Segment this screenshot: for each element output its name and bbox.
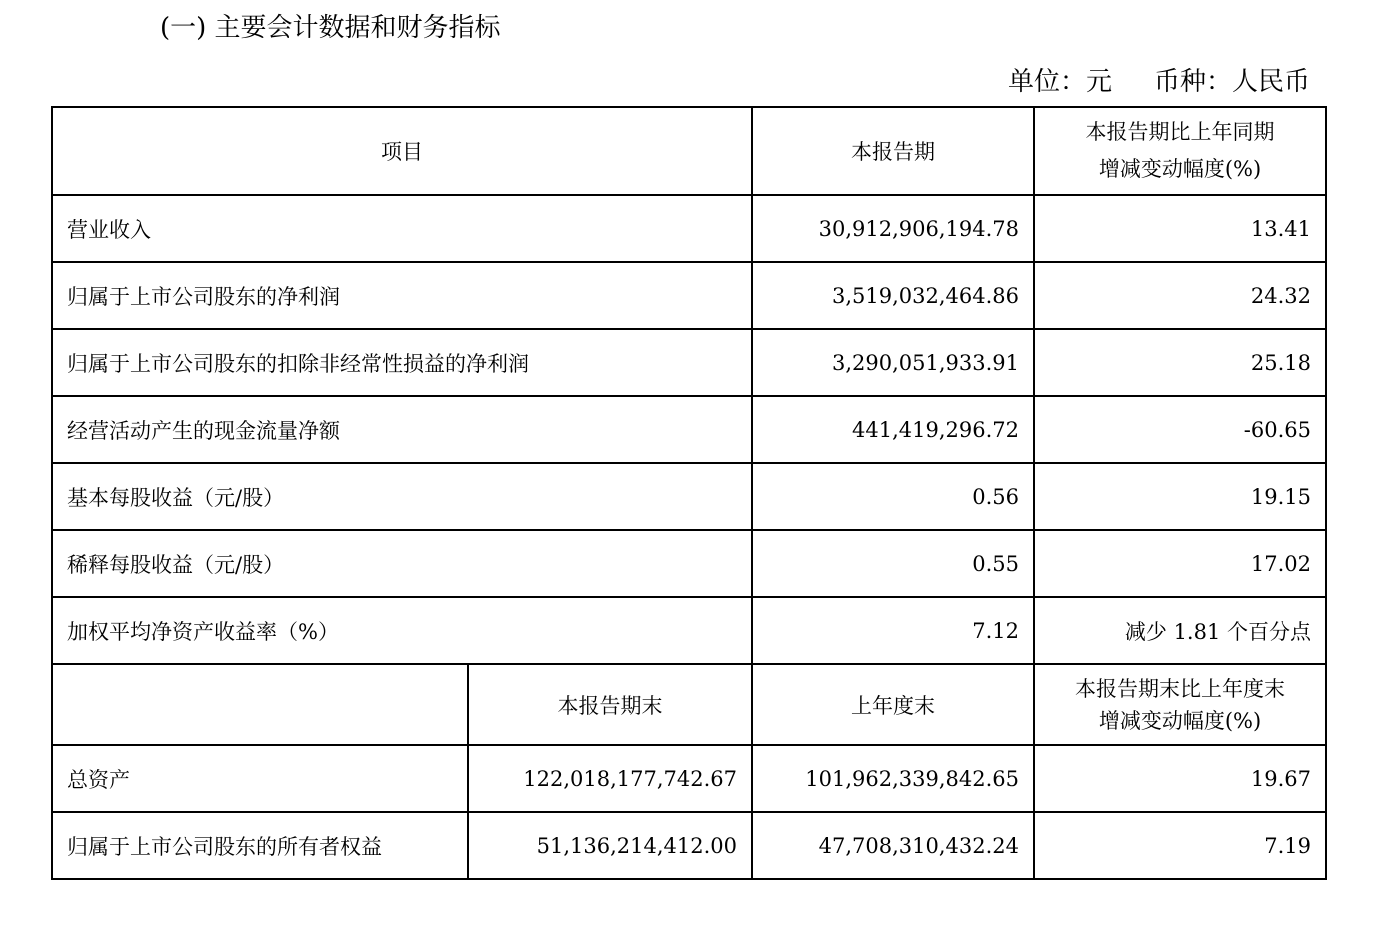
table-row (52, 597, 1326, 664)
section-title: (一) 主要会计数据和财务指标 (160, 13, 501, 43)
row-prior-end: 101,962,339,842.65 (752, 745, 1034, 812)
header-current-period: 本报告期 (752, 107, 1034, 195)
row-change: 19.15 (1034, 463, 1326, 530)
header-item: 项目 (52, 107, 752, 195)
row-current: 30,912,906,194.78 (752, 195, 1034, 262)
table-row (52, 463, 1326, 530)
row-current: 0.56 (752, 463, 1034, 530)
row-current: 3,519,032,464.86 (752, 262, 1034, 329)
row-item: 营业收入 (52, 195, 752, 262)
subheader-change-line1: 本报告期末比上年度末 (1075, 676, 1285, 701)
table-row (52, 396, 1326, 463)
row-current: 3,290,051,933.91 (752, 329, 1034, 396)
row-item: 归属于上市公司股东的扣除非经常性损益的净利润 (52, 329, 752, 396)
financial-indicators-table (51, 106, 1327, 880)
subheader-change (1034, 664, 1326, 745)
row-change: 7.19 (1034, 812, 1326, 879)
header-yoy-change-line1: 本报告期比上年同期 (1085, 120, 1275, 144)
row-item: 总资产 (52, 745, 468, 812)
row-item: 加权平均净资产收益率（%） (52, 597, 752, 664)
row-change: 13.41 (1034, 195, 1326, 262)
row-change: 25.18 (1034, 329, 1326, 396)
table-row (52, 329, 1326, 396)
table-subheader-row (52, 664, 1326, 745)
row-item: 稀释每股收益（元/股） (52, 530, 752, 597)
header-yoy-change-line2: 增减变动幅度(%) (1098, 157, 1262, 181)
subheader-prior-end: 上年度末 (752, 664, 1034, 745)
row-change: 17.02 (1034, 530, 1326, 597)
row-item: 归属于上市公司股东的净利润 (52, 262, 752, 329)
currency-label: 币种：人民币 (1153, 67, 1310, 97)
row-change: 19.67 (1034, 745, 1326, 812)
table-row (52, 745, 1326, 812)
subheader-change-line2: 增减变动幅度(%) (1098, 708, 1262, 733)
row-change: -60.65 (1034, 396, 1326, 463)
table-row (52, 195, 1326, 262)
subheader-current-end: 本报告期末 (468, 664, 752, 745)
table-header-row (52, 107, 1326, 195)
unit-line (1008, 62, 1310, 102)
row-current-end: 51,136,214,412.00 (468, 812, 752, 879)
row-current: 7.12 (752, 597, 1034, 664)
row-change: 24.32 (1034, 262, 1326, 329)
row-change: 减少 1.81 个百分点 (1034, 597, 1326, 664)
row-item: 经营活动产生的现金流量净额 (52, 396, 752, 463)
subheader-item (52, 664, 468, 745)
header-yoy-change (1034, 107, 1326, 195)
row-item: 基本每股收益（元/股） (52, 463, 752, 530)
row-current: 441,419,296.72 (752, 396, 1034, 463)
row-prior-end: 47,708,310,432.24 (752, 812, 1034, 879)
unit-label: 单位：元 (1007, 67, 1112, 97)
row-current: 0.55 (752, 530, 1034, 597)
table-row (52, 530, 1326, 597)
table-row (52, 262, 1326, 329)
table-row (52, 812, 1326, 879)
row-current-end: 122,018,177,742.67 (468, 745, 752, 812)
row-item: 归属于上市公司股东的所有者权益 (52, 812, 468, 879)
